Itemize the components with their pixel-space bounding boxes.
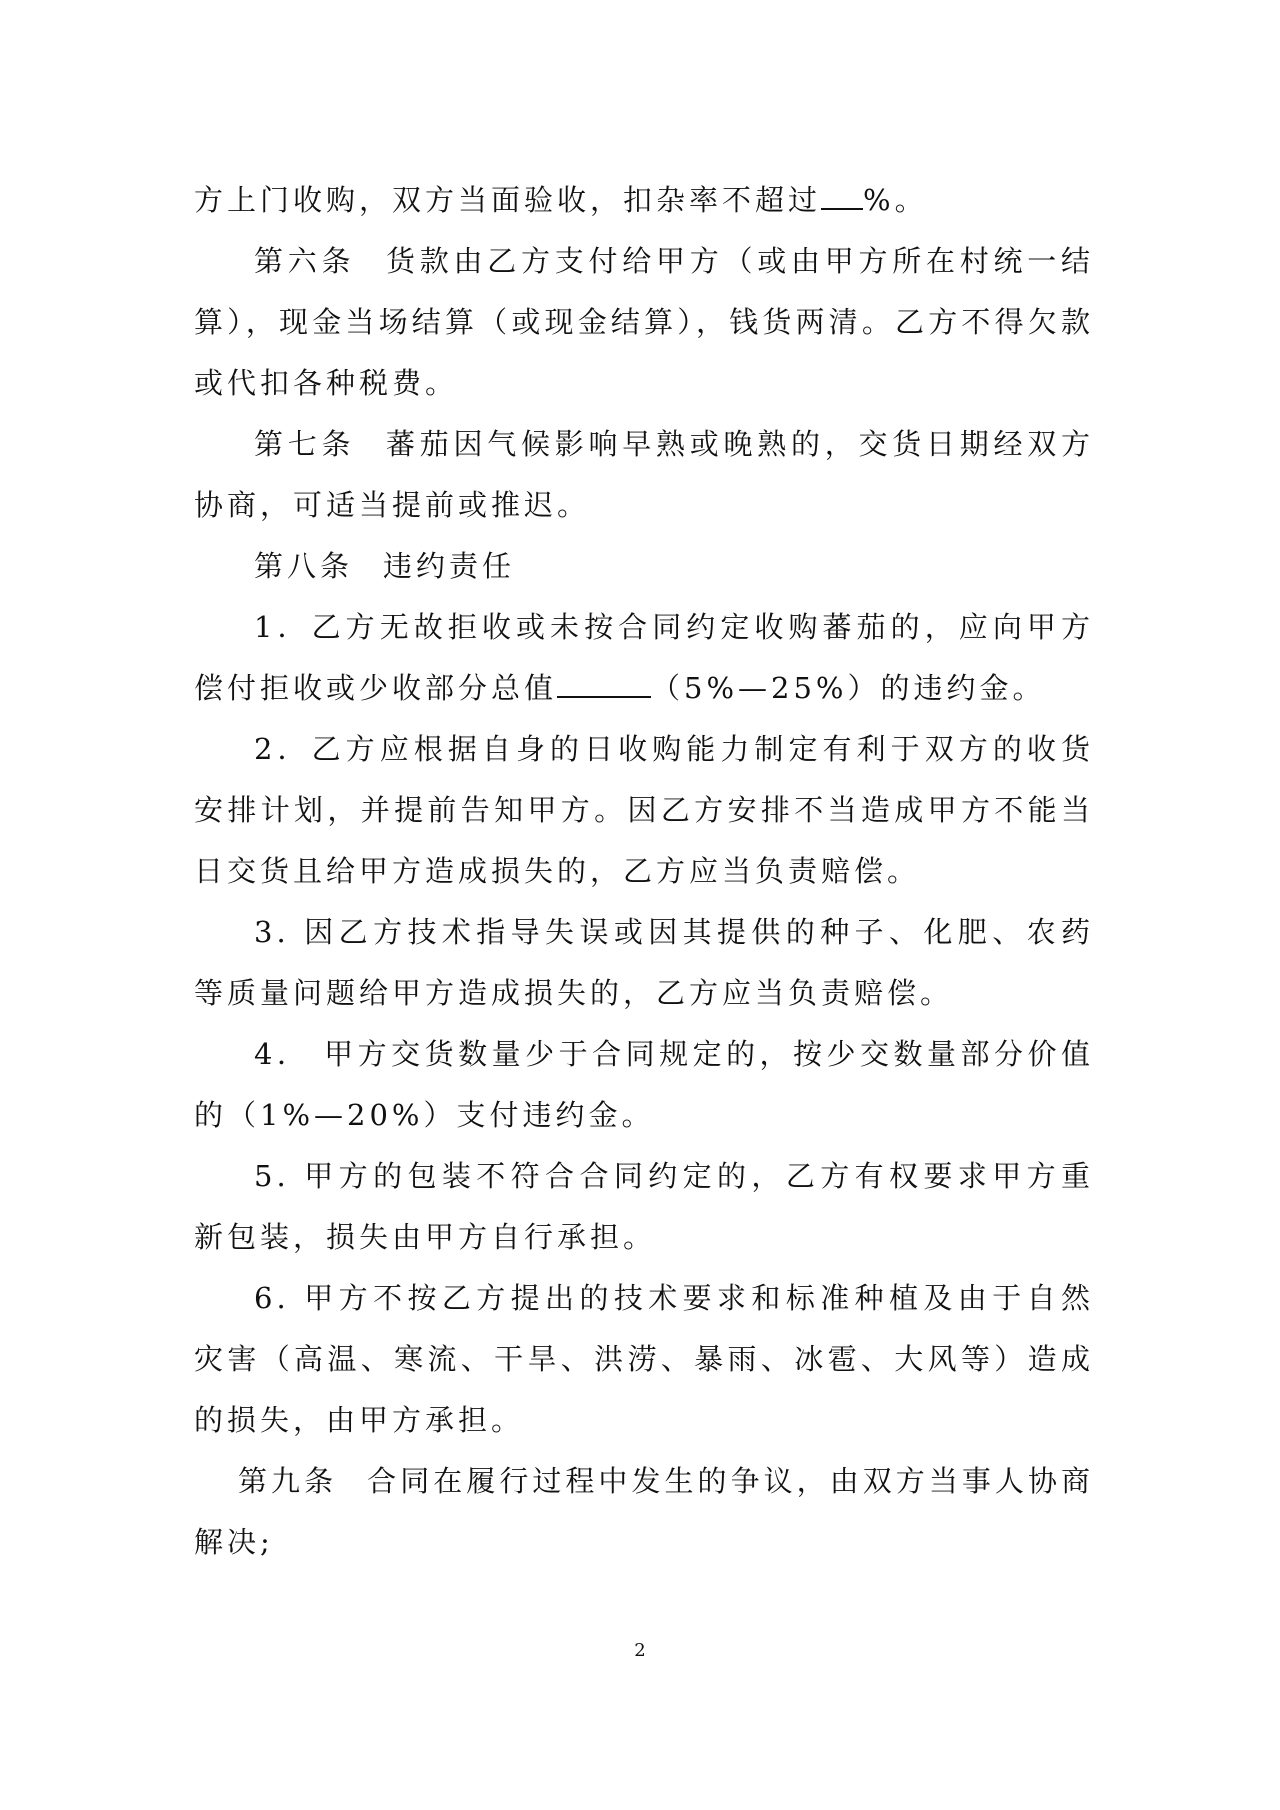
document-body	[194, 170, 1094, 1573]
paragraph-text: 方上门收购，双方当面验收，扣杂率不超过	[194, 183, 822, 217]
clause-8-1	[194, 597, 1094, 719]
clause-8-5: 5. 甲方的包装不符合合同约定的，乙方有权要求甲方重新包装，损失由甲方自行承担。	[194, 1159, 1094, 1254]
page-number: 2	[634, 1640, 646, 1661]
article-text: 违约责任	[383, 549, 516, 583]
article-heading: 第七条	[254, 427, 356, 461]
clause-8-6: 6. 甲方不按乙方提出的技术要求和标准种植及由于自然灾害（高温、寒流、干旱、洪涝、暴雨、冰雹、大风等）造成的损失，由甲方承担。	[194, 1281, 1094, 1437]
article-heading: 第八条	[254, 549, 354, 583]
clause-text: 1．乙方无故拒收或未按合同约定收购蕃茄的，应向甲方偿付拒收或少收部分总值	[194, 610, 1094, 705]
clause-8-2: 2．乙方应根据自身的日收购能力制定有利于双方的收货安排计划，并提前告知甲方。因乙方安排不当造成甲方不能当日交货且给甲方造成损失的，乙方应当负责赔偿。	[194, 732, 1094, 888]
paragraph-text: %。	[863, 183, 928, 217]
article-heading: 第九条	[238, 1464, 338, 1498]
paragraph-acceptance	[194, 170, 1094, 231]
article-9	[194, 1451, 1094, 1573]
article-7	[194, 414, 1094, 536]
clause-text: （5%—25%）的违约金。	[651, 671, 1046, 705]
article-text: 货款由乙方支付给甲方（或由甲方所在村统一结算），现金当场结算（或现金结算），钱货两清。乙方不得欠款或代扣各种税费。	[194, 244, 1094, 400]
fill-in-blank	[557, 666, 651, 698]
article-text: 蕃茄因气候影响早熟或晚熟的，交货日期经双方协商，可适当提前或推迟。	[194, 427, 1094, 522]
clause-8-3: 3. 因乙方技术指导失误或因其提供的种子、化肥、农药等质量问题给甲方造成损失的，乙方应当负责赔偿。	[194, 915, 1094, 1010]
clause-8-4: 4． 甲方交货数量少于合同规定的，按少交数量部分价值的（1%—20%）支付违约金。	[194, 1037, 1094, 1132]
article-text: 合同在履行过程中发生的争议，由双方当事人协商解决;	[194, 1464, 1094, 1559]
fill-in-blank	[821, 178, 863, 210]
article-6	[194, 231, 1094, 414]
article-8	[194, 536, 1094, 597]
article-heading: 第六条	[254, 244, 356, 278]
